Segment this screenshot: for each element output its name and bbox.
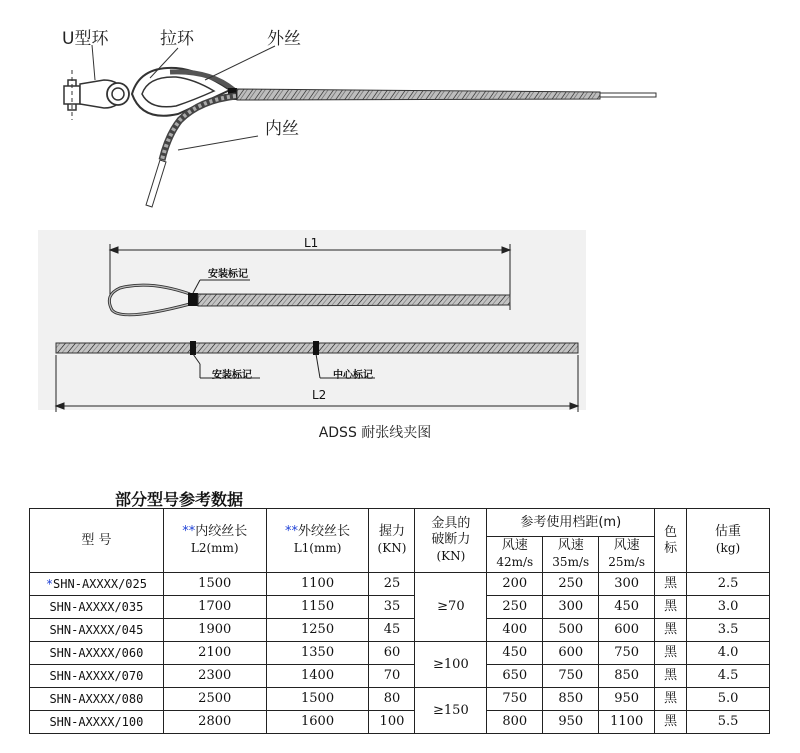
l1-cell: 1150	[266, 596, 369, 619]
l1-label: L1	[304, 236, 319, 250]
header-wind-25: 风速 25m/s	[599, 537, 655, 573]
grip-cell: 70	[369, 665, 415, 688]
span-42-cell: 200	[487, 573, 543, 596]
span-35-cell: 850	[543, 688, 599, 711]
grip-cell: 25	[369, 573, 415, 596]
span-35-cell: 750	[543, 665, 599, 688]
table-row	[30, 619, 770, 642]
span-35-cell: 600	[543, 642, 599, 665]
header-inner-length: **内绞丝长 L2(mm)	[163, 509, 266, 573]
inner-wire-diagram	[56, 341, 578, 355]
span-35-cell: 250	[543, 573, 599, 596]
span-35-cell: 300	[543, 596, 599, 619]
header-color: 色 标	[655, 509, 687, 573]
table-title: 部分型号参考数据	[115, 490, 244, 509]
weight-cell: 3.0	[687, 596, 770, 619]
leader-u-ring	[92, 45, 95, 80]
model-cell: SHN-AXXXX/035	[30, 596, 164, 619]
assembly-drawing	[0, 0, 800, 230]
l1-cell: 1500	[266, 688, 369, 711]
color-cell: 黑	[655, 619, 687, 642]
model-cell: SHN-AXXXX/080	[30, 688, 164, 711]
grip-cell: 80	[369, 688, 415, 711]
color-cell: 黑	[655, 642, 687, 665]
l1-cell: 1100	[266, 573, 369, 596]
table-row	[30, 711, 770, 734]
model-cell: SHN-AXXXX/060	[30, 642, 164, 665]
header-inner-length-mark: **	[182, 524, 196, 539]
span-42-cell: 250	[487, 596, 543, 619]
leader-inner-wire	[178, 136, 258, 150]
header-break-force: 金具的 破断力 (KN)	[415, 509, 487, 573]
span-42-cell: 450	[487, 642, 543, 665]
span-42-cell: 400	[487, 619, 543, 642]
figure-caption: ADSS 耐张线夹图	[318, 425, 432, 441]
table-row	[30, 688, 770, 711]
weight-cell: 2.5	[687, 573, 770, 596]
color-cell: 黑	[655, 665, 687, 688]
l2-label: L2	[312, 388, 327, 402]
install-mark-top-label: 安装标记	[208, 269, 248, 280]
u-shackle	[64, 70, 129, 120]
grip-cell: 100	[369, 711, 415, 734]
color-cell: 黑	[655, 688, 687, 711]
span-25-cell: 850	[599, 665, 655, 688]
color-cell: 黑	[655, 711, 687, 734]
header-wind-35: 风速 35m/s	[543, 537, 599, 573]
pull-ring-label: 拉环	[160, 29, 194, 49]
break-cell: ≥100	[415, 642, 487, 688]
l2-cell: 2500	[163, 688, 266, 711]
span-25-cell: 300	[599, 573, 655, 596]
span-25-cell: 600	[599, 619, 655, 642]
l1-cell: 1250	[266, 619, 369, 642]
model-cell: *SHN-AXXXX/025	[30, 573, 164, 596]
l1-cell: 1400	[266, 665, 369, 688]
l2-cell: 2100	[163, 642, 266, 665]
u-ring-label: U型环	[62, 29, 109, 49]
l2-cell: 2800	[163, 711, 266, 734]
model-cell: SHN-AXXXX/100	[30, 711, 164, 734]
grip-cell: 60	[369, 642, 415, 665]
center-mark-label: 中心标记	[333, 370, 373, 381]
l2-cell: 2300	[163, 665, 266, 688]
weight-cell: 5.0	[687, 688, 770, 711]
l2-cell: 1700	[163, 596, 266, 619]
l1-cell: 1350	[266, 642, 369, 665]
break-cell: ≥70	[415, 573, 487, 642]
table-row	[30, 642, 770, 665]
weight-cell: 4.5	[687, 665, 770, 688]
grip-cell: 35	[369, 596, 415, 619]
span-42-cell: 750	[487, 688, 543, 711]
l2-cell: 1500	[163, 573, 266, 596]
spec-table	[29, 508, 770, 734]
span-42-cell: 800	[487, 711, 543, 734]
span-35-cell: 950	[543, 711, 599, 734]
span-35-cell: 500	[543, 619, 599, 642]
header-span: 参考使用档距(m)	[487, 509, 655, 537]
model-cell: SHN-AXXXX/070	[30, 665, 164, 688]
header-model: 型 号	[30, 509, 164, 573]
color-cell: 黑	[655, 573, 687, 596]
header-grip: 握力 (KN)	[369, 509, 415, 573]
color-cell: 黑	[655, 596, 687, 619]
span-25-cell: 750	[599, 642, 655, 665]
header-outer-length-mark: **	[285, 524, 299, 539]
span-25-cell: 1100	[599, 711, 655, 734]
span-25-cell: 450	[599, 596, 655, 619]
dimension-drawing	[0, 230, 800, 415]
l1-cell: 1600	[266, 711, 369, 734]
star-mark: *	[45, 577, 54, 591]
table-row	[30, 665, 770, 688]
outer-wire	[170, 72, 656, 100]
header-outer-length: **外绞丝长 L1(mm)	[266, 509, 369, 573]
l2-cell: 1900	[163, 619, 266, 642]
outer-wire-label: 外丝	[267, 29, 301, 49]
install-mark-bottom-label: 安装标记	[212, 370, 252, 381]
model-cell: SHN-AXXXX/045	[30, 619, 164, 642]
break-cell: ≥150	[415, 688, 487, 734]
grip-cell: 45	[369, 619, 415, 642]
outer-wire-diagram	[109, 285, 510, 315]
leader-outer-wire	[205, 46, 275, 80]
inner-wire-label: 内丝	[265, 119, 299, 139]
span-42-cell: 650	[487, 665, 543, 688]
header-wind-42: 风速 42m/s	[487, 537, 543, 573]
weight-cell: 4.0	[687, 642, 770, 665]
weight-cell: 5.5	[687, 711, 770, 734]
table-row	[30, 573, 770, 596]
table-row	[30, 596, 770, 619]
weight-cell: 3.5	[687, 619, 770, 642]
span-25-cell: 950	[599, 688, 655, 711]
header-weight: 估重 (kg)	[687, 509, 770, 573]
